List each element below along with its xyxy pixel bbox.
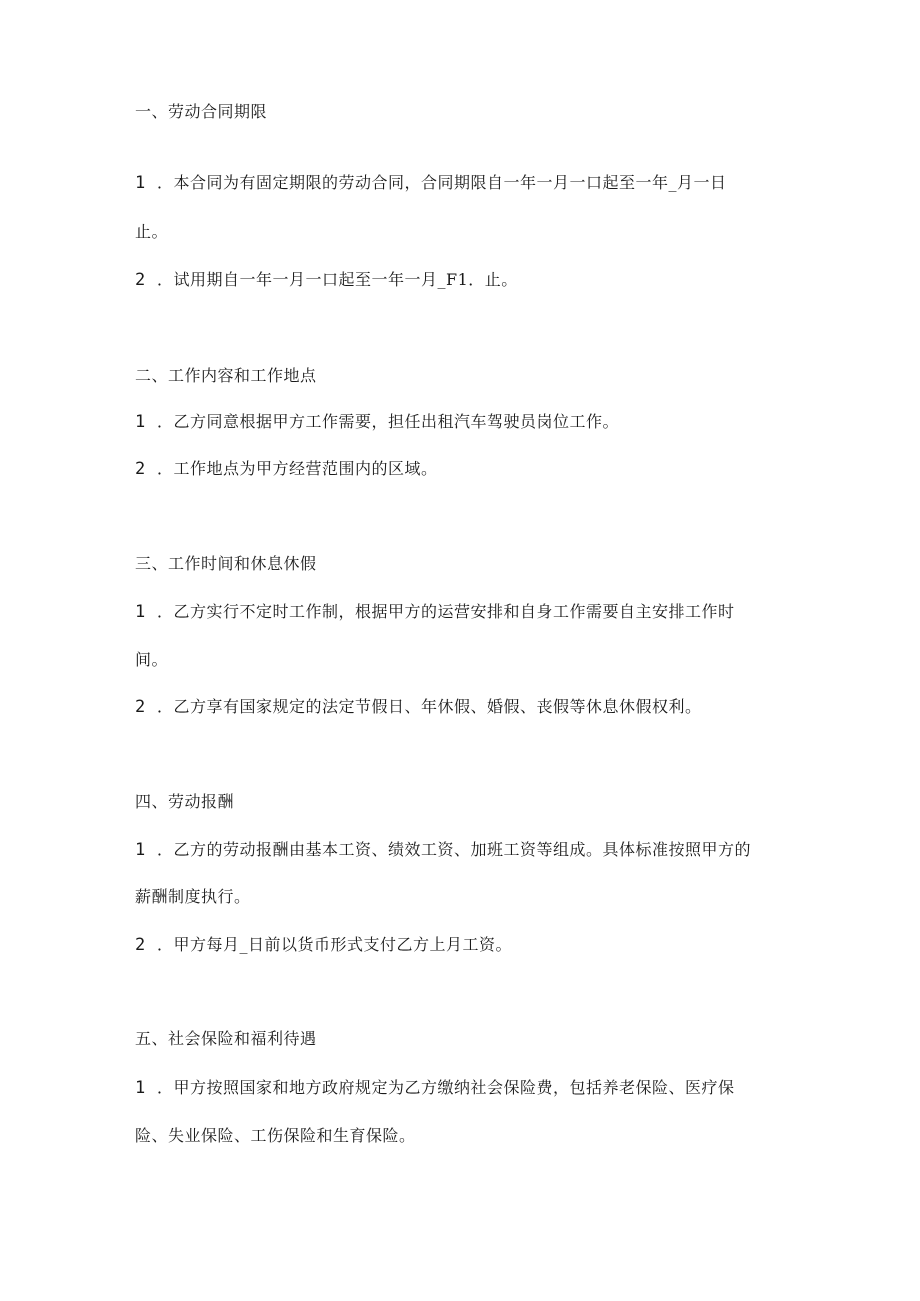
section-heading: 五、社会保险和福利待遇 <box>135 1029 317 1048</box>
clause-continuation: 薪酬制度执行。 <box>135 887 251 906</box>
clause-text: ．乙方的劳动报酬由基本工资、绩效工资、加班工资等组成。具体标准按照甲方的 <box>157 840 752 859</box>
clause-number: 1 <box>135 840 146 860</box>
section-heading: 四、劳动报酬 <box>135 792 235 811</box>
clause-text: ．本合同为有固定期限的劳动合同，合同期限自一年一月一口起至一年_月一日 <box>157 173 727 192</box>
clause-text: ．工作地点为甲方经营范围内的区域。 <box>157 459 438 478</box>
clause-line <box>135 270 518 290</box>
clause-number: 1 <box>135 173 146 193</box>
clause-line <box>135 935 512 955</box>
clause-text: ．乙方实行不定时工作制，根据甲方的运营安排和自身工作需要自主安排工作时 <box>157 602 735 621</box>
clause-text: ．乙方同意根据甲方工作需要，担任出租汽车驾驶员岗位工作。 <box>157 412 620 431</box>
clause-number: 1 <box>135 1078 146 1098</box>
clause-text: ．甲方按照国家和地方政府规定为乙方缴纳社会保险费，包括养老保险、医疗保 <box>157 1078 735 1097</box>
clause-line <box>135 602 735 622</box>
section-heading: 二、工作内容和工作地点 <box>135 366 317 385</box>
clause-number: 2 <box>135 459 146 479</box>
clause-number: 2 <box>135 270 146 290</box>
clause-text: ．试用期自一年一月一口起至一年一月_F1．止。 <box>157 270 518 289</box>
clause-number: 2 <box>135 697 146 717</box>
clause-text: ．甲方每月_日前以货币形式支付乙方上月工资。 <box>157 935 513 954</box>
section-heading: 三、工作时间和休息休假 <box>135 554 317 573</box>
clause-line <box>135 412 619 432</box>
clause-continuation: 险、失业保险、工伤保险和生育保险。 <box>135 1126 416 1145</box>
clause-text: ．乙方享有国家规定的法定节假日、年休假、婚假、丧假等休息休假权利。 <box>157 697 702 716</box>
clause-number: 1 <box>135 602 146 622</box>
clause-continuation: 间。 <box>135 650 169 669</box>
clause-continuation: 止。 <box>135 222 169 241</box>
clause-line <box>135 459 438 479</box>
clause-line <box>135 173 727 193</box>
clause-line <box>135 697 702 717</box>
clause-line <box>135 840 751 860</box>
clause-number: 1 <box>135 412 146 432</box>
clause-number: 2 <box>135 935 146 955</box>
clause-line <box>135 1078 735 1098</box>
section-heading: 一、劳动合同期限 <box>135 102 268 121</box>
